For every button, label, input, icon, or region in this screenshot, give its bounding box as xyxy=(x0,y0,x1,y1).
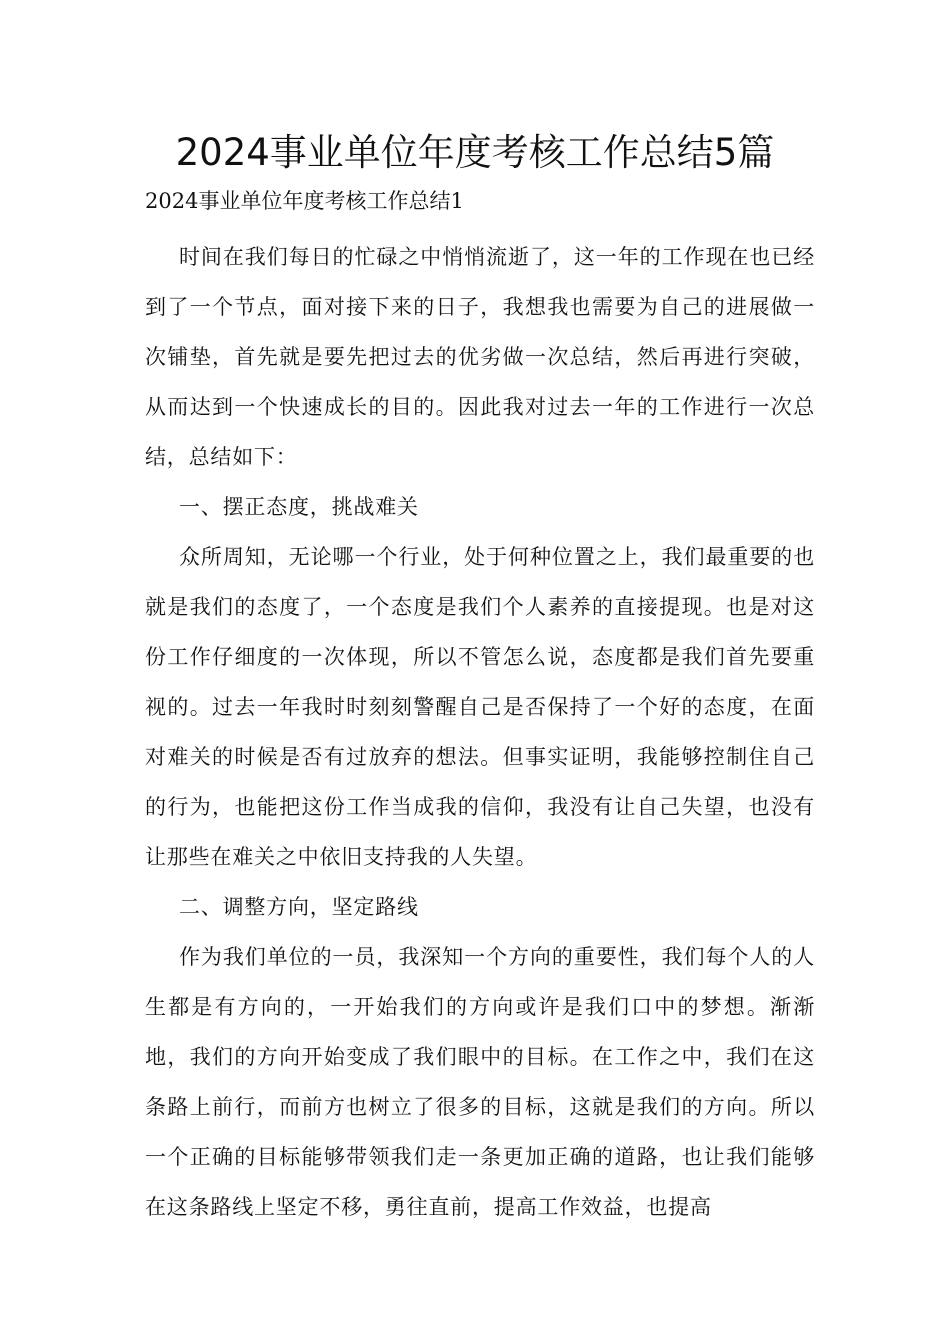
section-heading-2: 二、调整方向，坚定路线 xyxy=(179,895,419,919)
section-paragraph-2: 作为我们单位的一员，我深知一个方向的重要性，我们每个人的人生都是有方向的，一开始我们的方向或许是我们口中的梦想。渐渐地，我们的方向开始变成了我们眼中的目标。在工作之中，我们在这条路上前行，而前方也树立了很多的目标，这就是我们的方向。所以一个正确的目标能够带领我们走一条更加正确的道路，也让我们能够在这条路线上坚定不移，勇往直前，提高工作效益，也提高 xyxy=(145,945,815,1219)
intro-paragraph: 时间在我们每日的忙碌之中悄悄流逝了，这一年的工作现在也已经到了一个节点，面对接下来的日子，我想我也需要为自己的进展做一次铺垫，首先就是要先把过去的优劣做一次总结，然后再进行突破，从而达到一个快速成长的目的。因此我对过去一年的工作进行一次总结，总结如下： xyxy=(145,245,815,469)
document-body xyxy=(145,186,815,1232)
document-title: 2024事业单位年度考核工作总结5篇 xyxy=(175,131,775,174)
document-subtitle: 2024事业单位年度考核工作总结1 xyxy=(145,189,464,213)
section-heading-1: 一、摆正态度，挑战难关 xyxy=(179,495,419,519)
section-paragraph-1: 众所周知，无论哪一个行业，处于何种位置之上，我们最重要的也就是我们的态度了，一个态度是我们个人素养的直接提现。也是对这份工作仔细度的一次体现，所以不管怎么说，态度都是我们首先要重视的。过去一年我时时刻刻警醒自己是否保持了一个好的态度，在面对难关的时候是否有过放弃的想法。但事实证明，我能够控制住自己的行为，也能把这份工作当成我的信仰，我没有让自己失望，也没有让那些在难关之中依旧支持我的人失望。 xyxy=(145,545,815,869)
